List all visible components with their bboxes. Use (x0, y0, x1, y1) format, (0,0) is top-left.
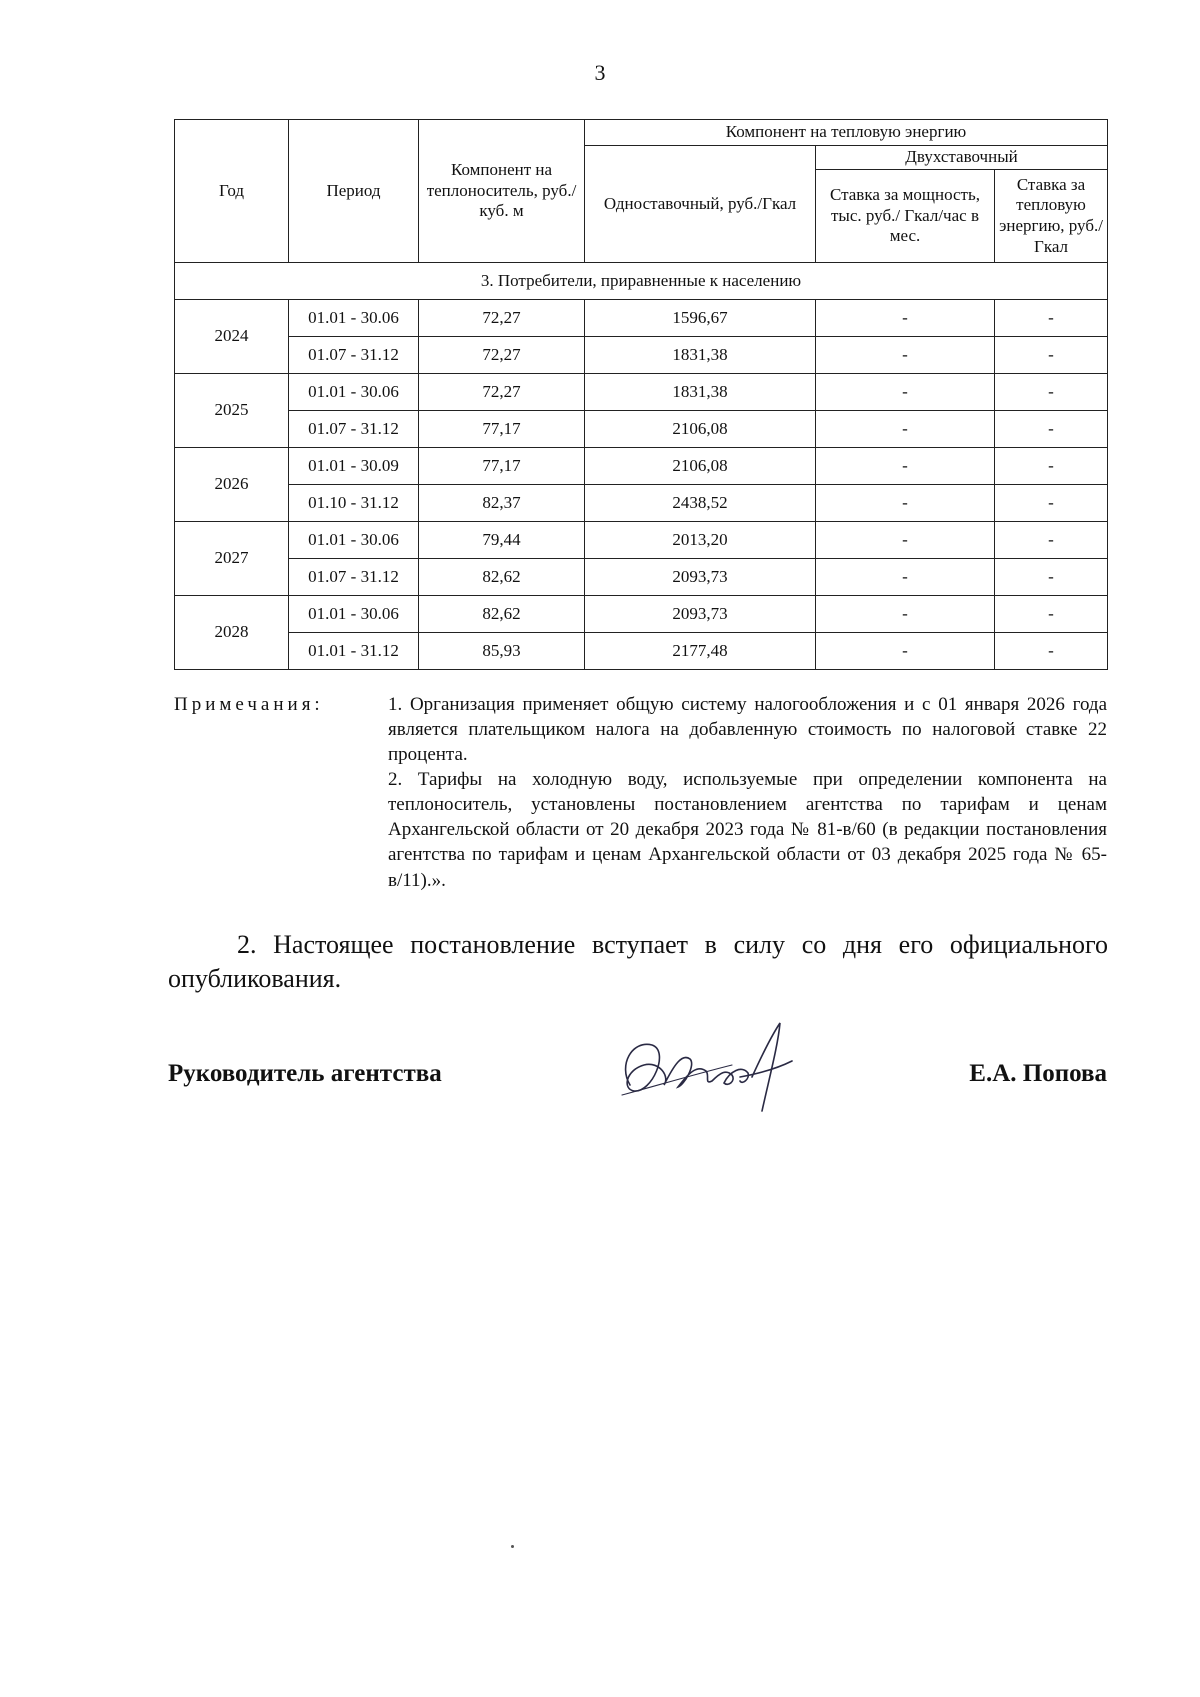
header-year: Год (175, 120, 289, 263)
cell-energy-rate: - (995, 559, 1108, 596)
cell-power-rate: - (816, 300, 995, 337)
cell-carrier: 82,37 (419, 485, 585, 522)
cell-single-rate: 2177,48 (585, 633, 816, 670)
cell-single-rate: 2013,20 (585, 522, 816, 559)
cell-power-rate: - (816, 448, 995, 485)
header-energy-rate: Ставка за тепловую энергию, руб./Гкал (995, 170, 1108, 263)
cell-power-rate: - (816, 411, 995, 448)
resolution-paragraph: 2. Настоящее постановление вступает в силу со дня его официального опубликования. (168, 930, 1108, 994)
cell-period: 01.10 - 31.12 (289, 485, 419, 522)
scan-speck (511, 1545, 514, 1548)
notes-label: Примечания: (174, 694, 324, 715)
cell-carrier: 72,27 (419, 337, 585, 374)
header-period: Период (289, 120, 419, 263)
table-row (175, 485, 1108, 522)
cell-period: 01.07 - 31.12 (289, 559, 419, 596)
cell-power-rate: - (816, 374, 995, 411)
cell-period: 01.07 - 31.12 (289, 411, 419, 448)
cell-power-rate: - (816, 633, 995, 670)
table-row (175, 411, 1108, 448)
cell-energy-rate: - (995, 596, 1108, 633)
cell-carrier: 72,27 (419, 300, 585, 337)
cell-single-rate: 1596,67 (585, 300, 816, 337)
cell-energy-rate: - (995, 300, 1108, 337)
cell-carrier: 82,62 (419, 596, 585, 633)
notes-body (388, 692, 1107, 893)
cell-power-rate: - (816, 596, 995, 633)
table-row (175, 448, 1108, 485)
cell-single-rate: 2093,73 (585, 559, 816, 596)
cell-single-rate: 2438,52 (585, 485, 816, 522)
cell-energy-rate: - (995, 633, 1108, 670)
cell-power-rate: - (816, 522, 995, 559)
cell-period: 01.01 - 31.12 (289, 633, 419, 670)
header-power-rate: Ставка за мощность, тыс. руб./ Гкал/час в мес. (816, 170, 995, 263)
signatory-name: Е.А. Попова (969, 1060, 1107, 1087)
cell-period: 01.01 - 30.06 (289, 374, 419, 411)
table-row (175, 633, 1108, 670)
cell-energy-rate: - (995, 411, 1108, 448)
cell-period: 01.07 - 31.12 (289, 337, 419, 374)
header-carrier-component: Компонент на теплоноситель, руб./куб. м (419, 120, 585, 263)
cell-carrier: 77,17 (419, 448, 585, 485)
cell-carrier: 82,62 (419, 559, 585, 596)
cell-energy-rate: - (995, 522, 1108, 559)
tariff-table (174, 119, 1108, 670)
handwritten-signature (612, 1015, 812, 1115)
signatory-title: Руководитель агентства (168, 1060, 442, 1087)
cell-year: 2027 (175, 522, 289, 596)
cell-period: 01.01 - 30.06 (289, 522, 419, 559)
cell-energy-rate: - (995, 337, 1108, 374)
cell-carrier: 79,44 (419, 522, 585, 559)
cell-energy-rate: - (995, 448, 1108, 485)
note-item: 1. Организация применяет общую систему налогообложения и с 01 января 2026 года является плательщиком налога на добавленную стоимость по налоговой ставке 22 процента. (388, 694, 1107, 766)
cell-carrier: 85,93 (419, 633, 585, 670)
table-row (175, 300, 1108, 337)
table-row (175, 374, 1108, 411)
cell-energy-rate: - (995, 485, 1108, 522)
table-row (175, 596, 1108, 633)
cell-year: 2025 (175, 374, 289, 448)
cell-year: 2026 (175, 448, 289, 522)
cell-single-rate: 1831,38 (585, 337, 816, 374)
cell-power-rate: - (816, 485, 995, 522)
section-title: 3. Потребители, приравненные к населению (175, 263, 1108, 300)
cell-single-rate: 2093,73 (585, 596, 816, 633)
header-heat-component: Компонент на тепловую энергию (585, 120, 1108, 146)
cell-period: 01.01 - 30.06 (289, 300, 419, 337)
table-row (175, 337, 1108, 374)
cell-energy-rate: - (995, 374, 1108, 411)
cell-period: 01.01 - 30.09 (289, 448, 419, 485)
cell-single-rate: 1831,38 (585, 374, 816, 411)
cell-single-rate: 2106,08 (585, 448, 816, 485)
cell-year: 2024 (175, 300, 289, 374)
header-single-rate: Одноставочный, руб./Гкал (585, 146, 816, 263)
cell-single-rate: 2106,08 (585, 411, 816, 448)
page-number: 3 (594, 60, 606, 85)
cell-year: 2028 (175, 596, 289, 670)
cell-power-rate: - (816, 559, 995, 596)
cell-carrier: 72,27 (419, 374, 585, 411)
table-row (175, 559, 1108, 596)
cell-power-rate: - (816, 337, 995, 374)
cell-carrier: 77,17 (419, 411, 585, 448)
header-two-rate: Двухставочный (816, 146, 1108, 170)
table-row (175, 522, 1108, 559)
cell-period: 01.01 - 30.06 (289, 596, 419, 633)
note-item: 2. Тарифы на холодную воду, используемые при определении компонента на теплоноситель, установлены постановлением агентства по тарифам и ценам Архангельской области от 20 декабря 2023 года № 81-в/60 (в редакции постановления агентства по тарифам и ценам Архангельской области от 03 декабря 2025 года № 65-в/11).». (388, 769, 1107, 891)
